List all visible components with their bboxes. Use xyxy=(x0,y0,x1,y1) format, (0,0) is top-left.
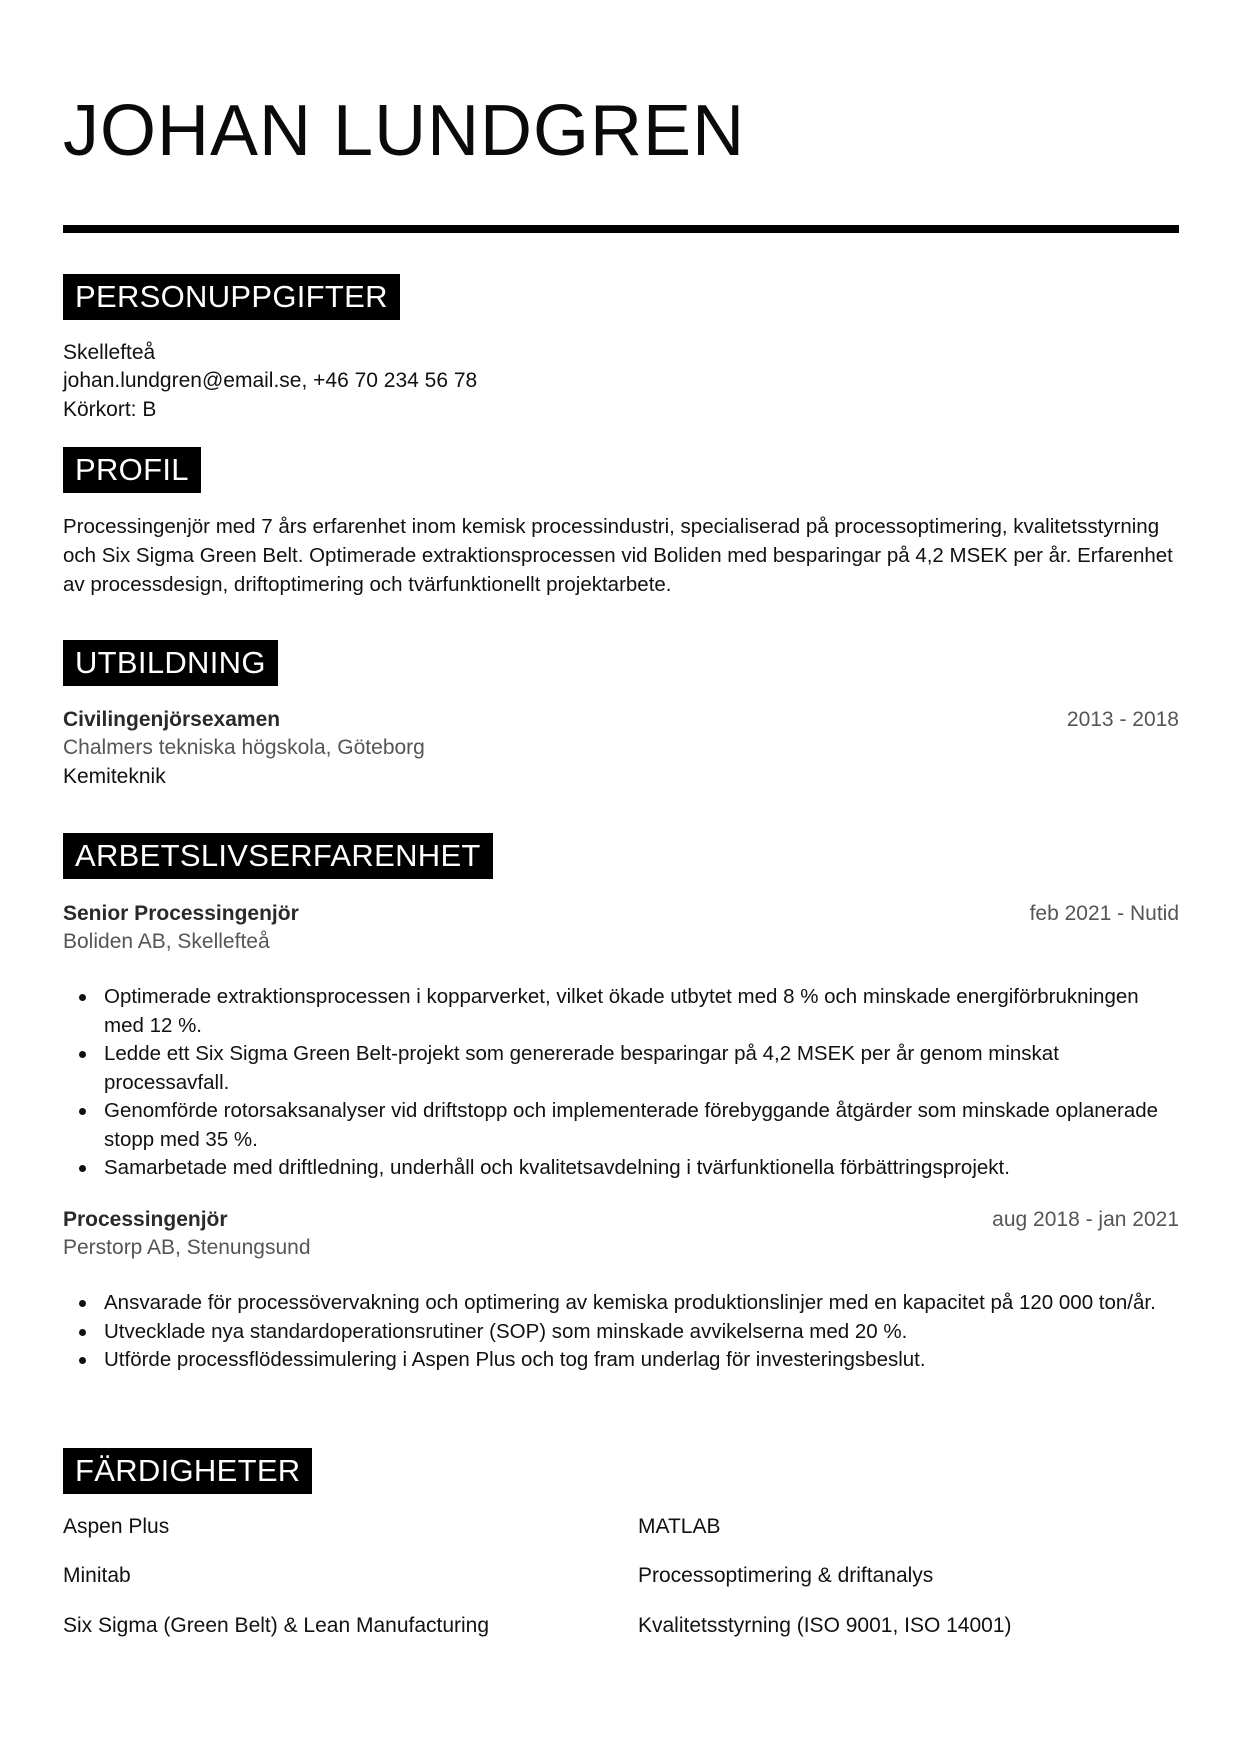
job-company: Perstorp AB, Stenungsund xyxy=(63,1236,311,1259)
job-bullet-text: Utvecklade nya standardoperationsrutiner (SOP) som minskade avvikelserna med 20 %. xyxy=(104,1319,908,1343)
job-title: Senior Processingenjör xyxy=(63,902,299,925)
job-bullet xyxy=(63,1346,1179,1375)
bullet-dot-icon xyxy=(79,1165,86,1172)
job-bullet-text: Samarbetade med driftledning, underhåll och kvalitetsavdelning i tvärfunktionella förbättringsprojekt. xyxy=(104,1156,1010,1179)
bullet-dot-icon xyxy=(79,1329,86,1336)
education-school: Chalmers tekniska högskola, Göteborg xyxy=(63,736,425,759)
personal-city: Skellefteå xyxy=(63,341,156,364)
job-bullet-text: Ansvarade för processövervakning och optimering av kemiska produktionslinjer med en kapacitet på 120 000 ton/år. xyxy=(104,1291,1156,1314)
skill-item: Aspen Plus xyxy=(63,1515,170,1538)
bullet-dot-icon xyxy=(79,1051,86,1058)
header-divider xyxy=(63,225,1179,233)
profile-text: Processingenjör med 7 års erfarenhet inom kemisk processindustri, specialiserad på processoptimering, kvalitetsstyrning och Six Sigma Green Belt. Optimerade extraktionsprocessen vid Boliden med besparingar på 4,2 MSEK per år. Erfarenhet av processdesign, driftoptimering och tvärfunktionellt projektarbete. xyxy=(63,515,1173,596)
job-bullet-text: Ledde ett Six Sigma Green Belt-projekt som genererade besparingar på 4,2 MSEK per år genom minskat processavfall. xyxy=(104,1042,1059,1094)
job-bullet-text: Optimerade extraktionsprocessen i kopparverket, vilket ökade utbytet med 8 % och minskade energiförbrukningen med 12 %. xyxy=(104,985,1139,1037)
skill-item: Kvalitetsstyrning (ISO 9001, ISO 14001) xyxy=(638,1614,1012,1637)
job-bullet xyxy=(63,1040,1179,1097)
personal-license: Körkort: B xyxy=(63,398,157,421)
bullet-dot-icon xyxy=(79,994,86,1001)
job-company: Boliden AB, Skellefteå xyxy=(63,930,270,953)
job-bullet xyxy=(63,1318,1179,1347)
skill-item: Six Sigma (Green Belt) & Lean Manufacturing xyxy=(63,1614,490,1637)
personal-heading: PERSONUPPGIFTER xyxy=(63,274,400,320)
education-degree: Civilingenjörsexamen xyxy=(63,708,281,731)
job-bullet xyxy=(63,983,1179,1040)
education-field: Kemiteknik xyxy=(63,765,166,788)
job-title: Processingenjör xyxy=(63,1208,228,1231)
personal-contact: johan.lundgren@email.se, +46 70 234 56 78 xyxy=(63,369,478,392)
job-bullet-list xyxy=(63,983,1179,1183)
job-dates: aug 2018 - jan 2021 xyxy=(992,1208,1179,1231)
job-bullet xyxy=(63,1097,1179,1154)
job-bullet-list xyxy=(63,1289,1179,1375)
job-bullet xyxy=(63,1154,1179,1183)
skill-item: Processoptimering & driftanalys xyxy=(638,1564,934,1587)
skill-item: MATLAB xyxy=(638,1515,721,1538)
bullet-dot-icon xyxy=(79,1357,86,1364)
experience-heading: ARBETSLIVSERFARENHET xyxy=(63,833,493,879)
skills-heading: FÄRDIGHETER xyxy=(63,1448,312,1494)
education-heading: UTBILDNING xyxy=(63,640,278,686)
education-dates: 2013 - 2018 xyxy=(1066,708,1179,731)
skill-item: Minitab xyxy=(63,1564,131,1587)
job-bullet xyxy=(63,1289,1179,1318)
candidate-name: JOHAN LUNDGREN xyxy=(63,91,746,171)
job-dates: feb 2021 - Nutid xyxy=(1029,902,1179,925)
bullet-dot-icon xyxy=(79,1108,86,1115)
bullet-dot-icon xyxy=(79,1300,86,1307)
profile-heading: PROFIL xyxy=(63,447,201,493)
job-bullet-text: Utförde processflödessimulering i Aspen Plus och tog fram underlag för investeringsbeslut. xyxy=(104,1348,926,1371)
job-bullet-text: Genomförde rotorsaksanalyser vid driftstopp och implementerade förebyggande åtgärder som minskade oplanerade stopp med 35 %. xyxy=(104,1099,1159,1151)
